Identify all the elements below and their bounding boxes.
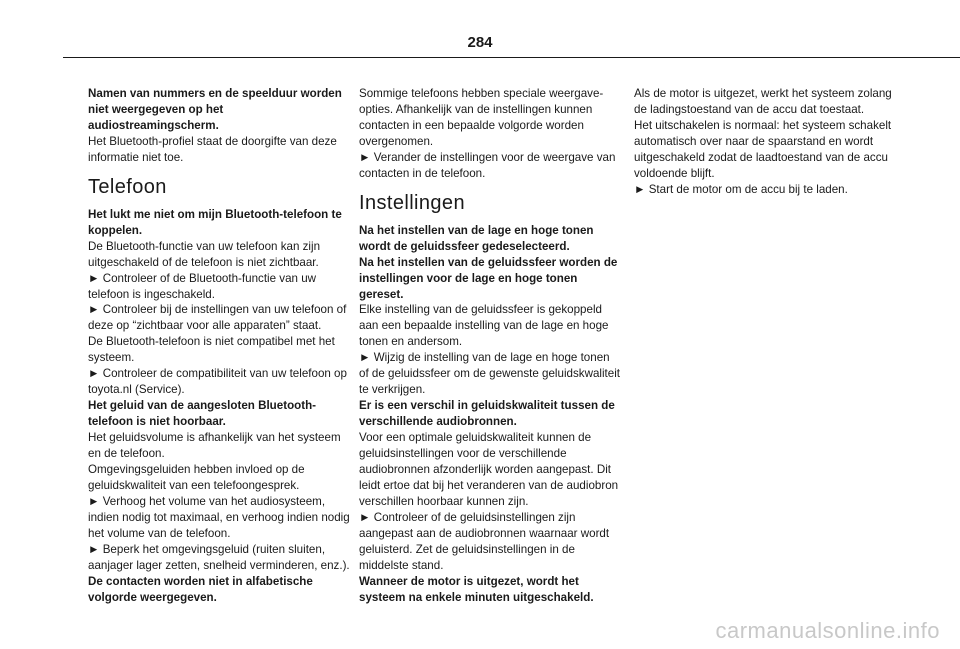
- answer-energy-saving: Het uitschakelen is normaal: het systeem schakelt automatisch over naar de spaarstand en wordt uitgeschakeld zodat de laadtoestand van de accu voldoende blijft.: [634, 118, 892, 180]
- column-2: [359, 86, 621, 606]
- question-contacts-order: De contacten worden niet in alfabetische volgorde weergegeven.: [88, 574, 313, 604]
- header-divider: [63, 57, 960, 58]
- answer-system-off: Als de motor is uitgezet, werkt het systeem zolang de ladingstoestand van de accu dat toestaat.: [634, 87, 892, 116]
- answer-volume-depends: Het geluidsvolume is afhankelijk van het systeem en de telefoon.: [88, 431, 341, 461]
- question-sound-not-audible: Het geluid van de aangesloten Bluetooth-telefoon is niet hoorbaar.: [88, 399, 317, 429]
- step-check-compatibility: ► Controleer de compatibiliteit van uw telefoon op toyota.nl (Service).: [88, 367, 347, 397]
- step-change-contact-display: ► Verander de instellingen voor de weergave van contacten in de telefoon.: [359, 150, 616, 180]
- answer-contacts-order: Sommige telefoons hebben speciale weergave-opties. Afhankelijk van de instellingen kunnen contacten in een bepaalde volgorde worden overgenomen.: [359, 87, 604, 148]
- page-number: 284: [467, 34, 493, 51]
- step-start-engine: ► Start de motor om de accu bij te laden.: [634, 182, 848, 196]
- answer-ambient-noise: Omgevingsgeluiden hebben invloed op de geluidskwaliteit van een telefoongesprek.: [88, 463, 305, 492]
- step-reduce-noise: ► Beperk het omgevingsgeluid (ruiten sluiten, aanjager lager zetten, snelheid verminderen, enz.).: [88, 542, 350, 572]
- column-3: [634, 86, 896, 198]
- question-system-off: Wanneer de motor is uitgezet, wordt het systeem na enkele minuten uitgeschakeld.: [359, 574, 594, 604]
- question-track-names: Namen van nummers en de speelduur worden niet weergegeven op het audiostreamingscherm.: [88, 87, 342, 132]
- step-check-bluetooth: ► Controleer of de Bluetooth-functie van uw telefoon is ingeschakeld.: [88, 271, 317, 301]
- step-change-tone: ► Wijzig de instelling van de lage en hoge tonen of de geluidssfeer om de gewenste geluidskwaliteit te verkrijgen.: [359, 351, 621, 397]
- section-heading-instellingen: Instellingen: [359, 191, 465, 214]
- answer-track-names: Het Bluetooth-profiel staat de doorgifte van deze informatie niet toe.: [88, 134, 337, 164]
- watermark: carmanualsonline.info: [715, 618, 940, 643]
- section-heading-telefoon: Telefoon: [88, 175, 167, 198]
- answer-tone-linked: Elke instelling van de geluidssfeer is gekoppeld aan een bepaalde instelling van de lage en hoge tonen en andersom.: [359, 303, 609, 349]
- question-sound-quality-difference: Er is een verschil in geluidskwaliteit tussen de verschillende audiobronnen.: [359, 399, 615, 429]
- answer-pairing: De Bluetooth-functie van uw telefoon kan zijn uitgeschakeld of de telefoon is niet zichtbaar.: [88, 239, 321, 269]
- question-sound-ambience-deselected: Na het instellen van de lage en hoge tonen wordt de geluidssfeer gedeselecteerd.: [359, 223, 594, 253]
- question-tone-reset: Na het instellen van de geluidssfeer worden de instellingen voor de lage en hoge tonen gereset.: [359, 255, 618, 301]
- step-check-sound-settings: ► Controleer of de geluidsinstellingen zijn aangepast aan de audiobronnen waarnaar wordt geluisterd. Zet de geluidsinstellingen in de middelste stand.: [359, 510, 610, 572]
- question-pairing: Het lukt me niet om mijn Bluetooth-telefoon te koppelen.: [88, 207, 342, 237]
- step-raise-volume: ► Verhoog het volume van het audiosysteem, indien nodig tot maximaal, en verhoog indien nodig het volume van de telefoon.: [88, 494, 350, 540]
- answer-not-compatible: De Bluetooth-telefoon is niet compatibel met het systeem.: [88, 335, 335, 365]
- column-1: [88, 86, 350, 606]
- step-check-visibility: ► Controleer bij de instellingen van uw telefoon of deze op “zichtbaar voor alle apparaten” staat.: [88, 303, 347, 333]
- answer-sound-quality-difference: Voor een optimale geluidskwaliteit kunnen de geluidsinstellingen voor de verschillende audiobronnen afzonderlijk worden aangepast. Dit leidt ertoe dat bij het veranderen van de audiobron verschillen hoorbaar kunnen zijn.: [359, 431, 619, 508]
